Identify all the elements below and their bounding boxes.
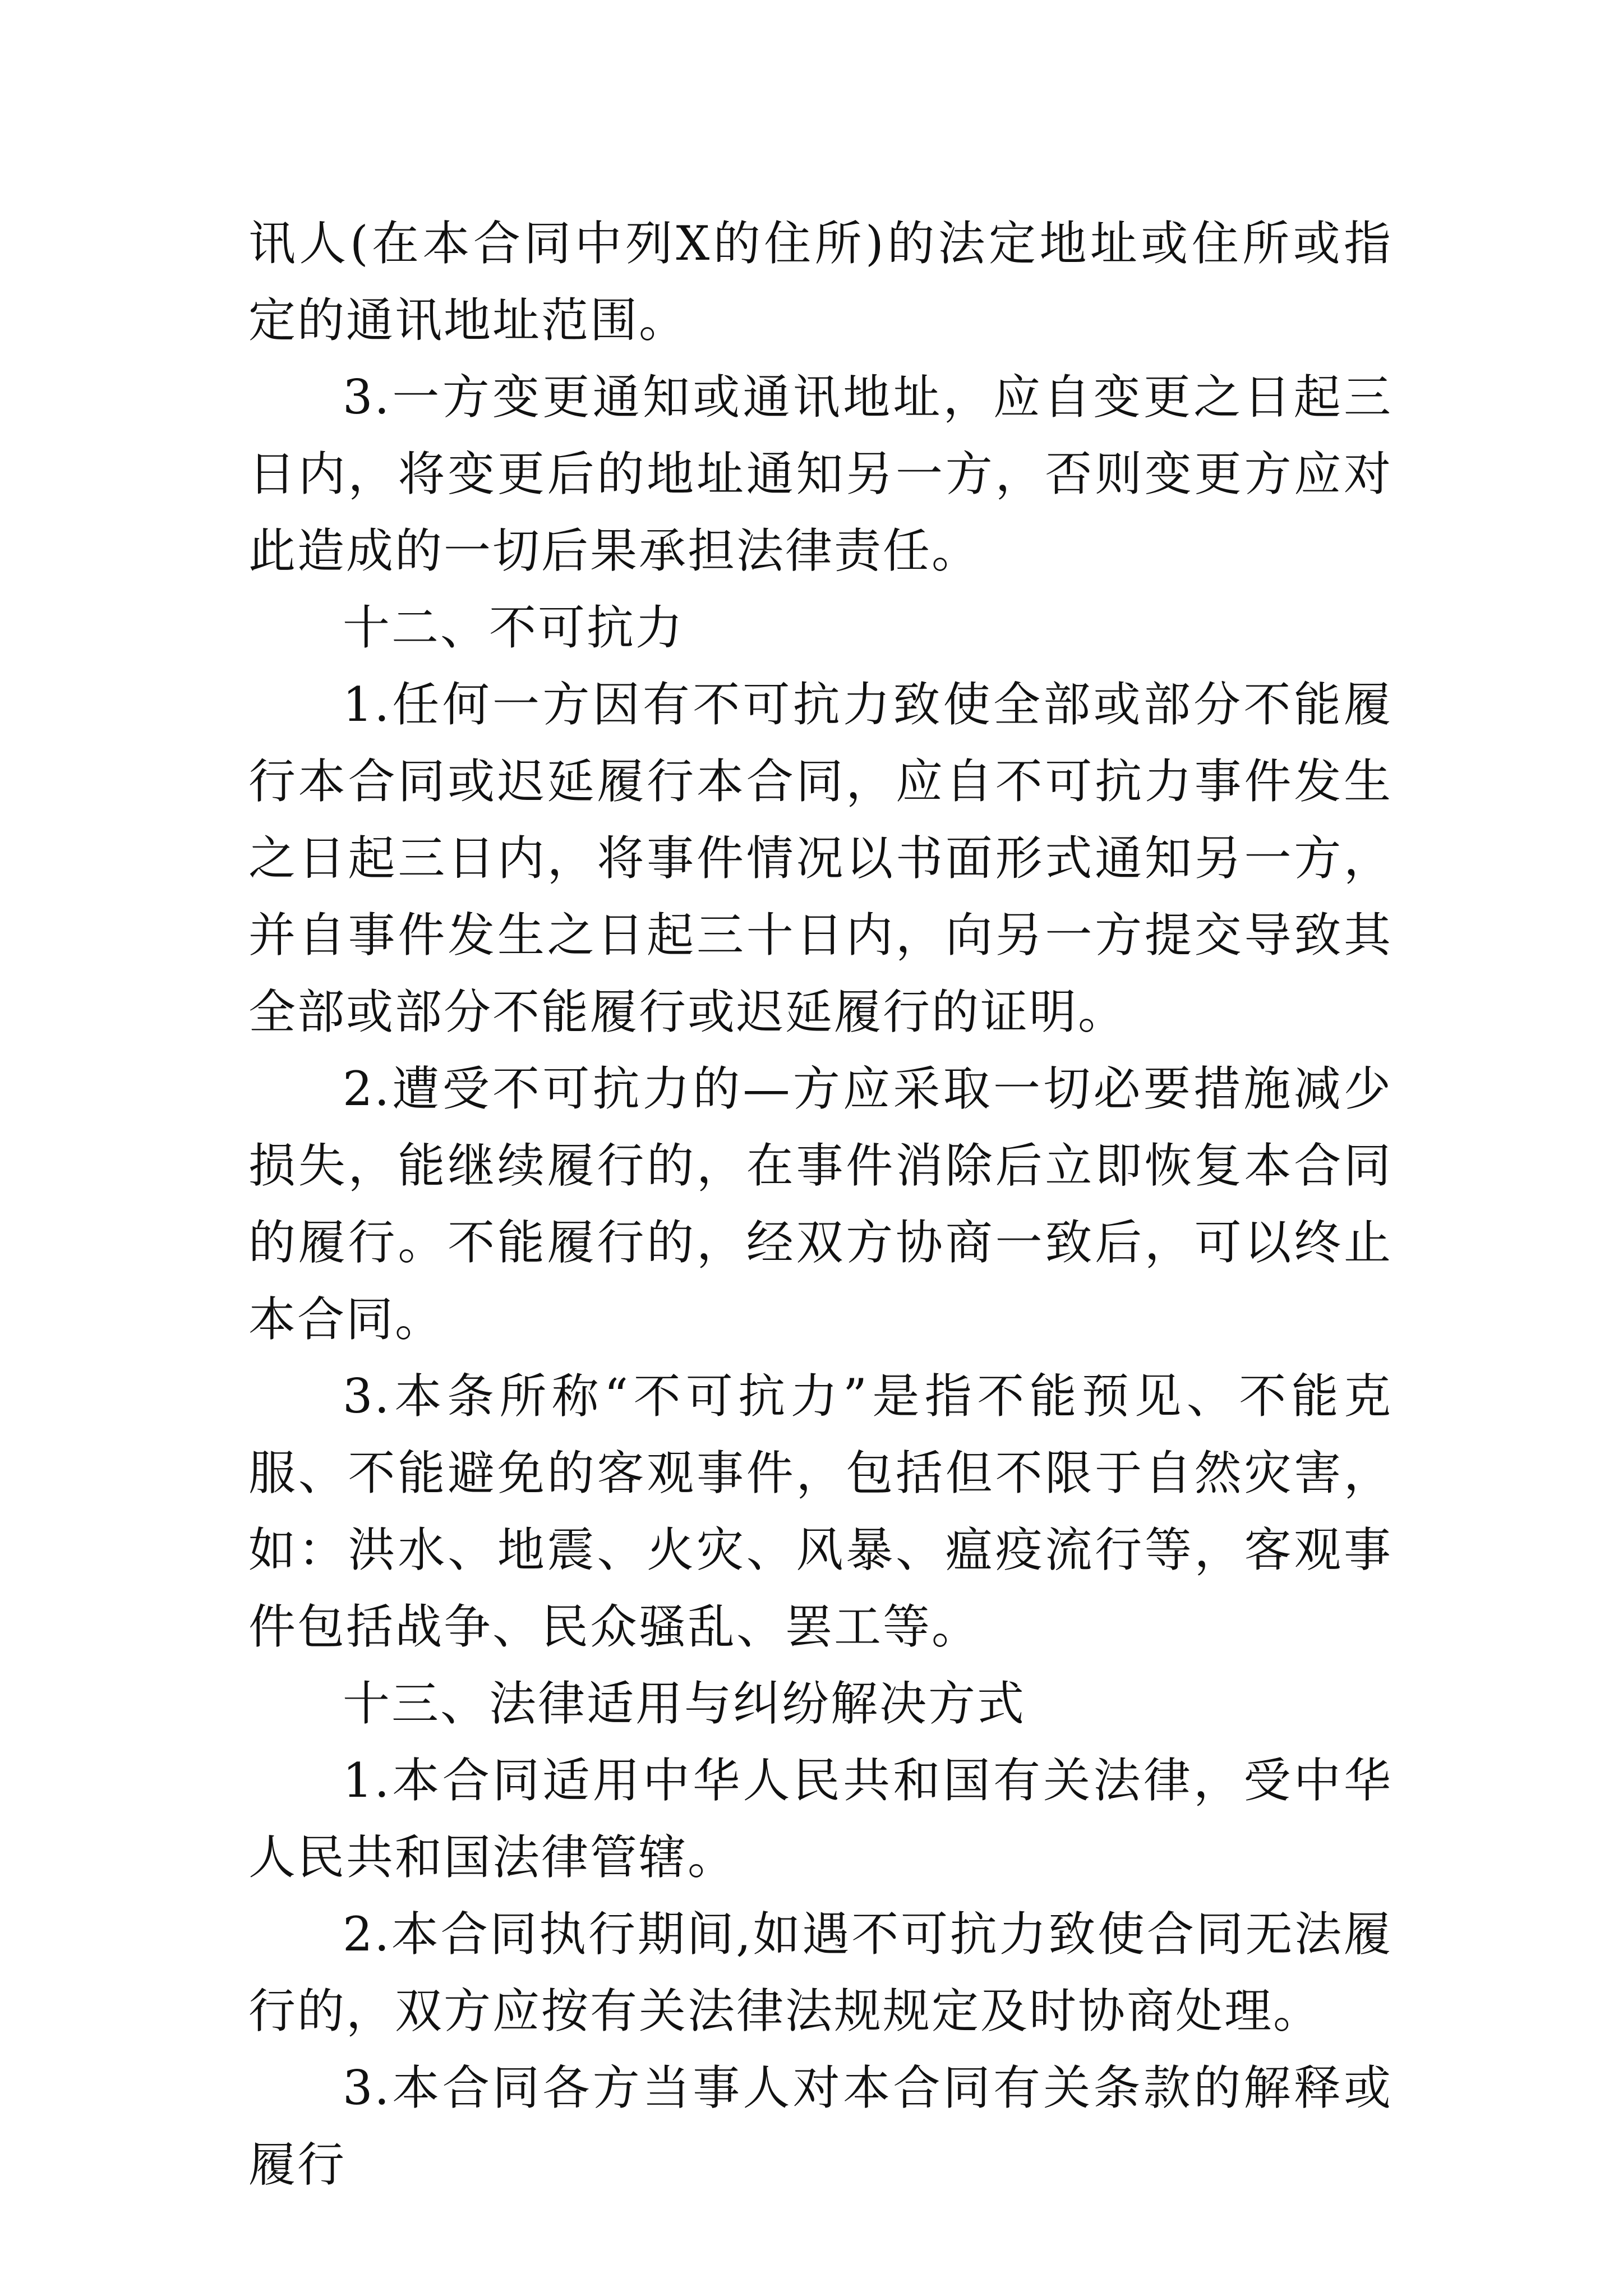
paragraph-interpretation: 3.本合同各方当事人对本合同有关条款的解释或履行 — [248, 2060, 1393, 2192]
paragraph-force-majeure-mitigation: 2.遭受不可抗力的—方应采取一切必要措施减少损失，能继续履行的，在事件消除后立即恢复本合同的履行。不能履行的，经双方协商一致后，可以终止本合同。 — [248, 1061, 1393, 1347]
paragraph-governing-law: 1.本合同适用中华人民共和国有关法律，受中华人民共和国法律管辖。 — [248, 1753, 1393, 1885]
paragraph-address-continuation: 讯人(在本合同中列X的住所)的法定地址或住所或指定的通讯地址范围。 — [248, 216, 1393, 348]
paragraph-force-majeure-definition: 3.本条所称“不可抗力”是指不能预见、不能克服、不能避免的客观事件，包括但不限于自然灾害，如：洪水、地震、火灾、风暴、瘟疫流行等，客观事件包括战争、民众骚乱、罢工等。 — [248, 1369, 1393, 1654]
paragraph-force-majeure-notice: 1.任何一方因有不可抗力致使全部或部分不能履行本合同或迟延履行本合同，应自不可抗力事件发生之日起三日内，将事件情况以书面形式通知另一方，并自事件发生之日起三十日内，向另一方提交导致其全部或部分不能履行或迟延履行的证明。 — [248, 677, 1393, 1039]
paragraph-negotiation: 2.本合同执行期间,如遇不可抗力致使合同无法履行的，双方应按有关法律法规规定及时协商处理。 — [248, 1907, 1393, 2039]
section-heading-governing-law: 十三、法律适用与纠纷解决方式 — [343, 1676, 1026, 1731]
section-heading-force-majeure: 十二、不可抗力 — [343, 600, 685, 655]
paragraph-address-change: 3.一方变更通知或通讯地址，应自变更之日起三日内，将变更后的地址通知另一方，否则变更方应对此造成的一切后果承担法律责任。 — [248, 370, 1393, 578]
document-body — [248, 205, 1393, 2203]
